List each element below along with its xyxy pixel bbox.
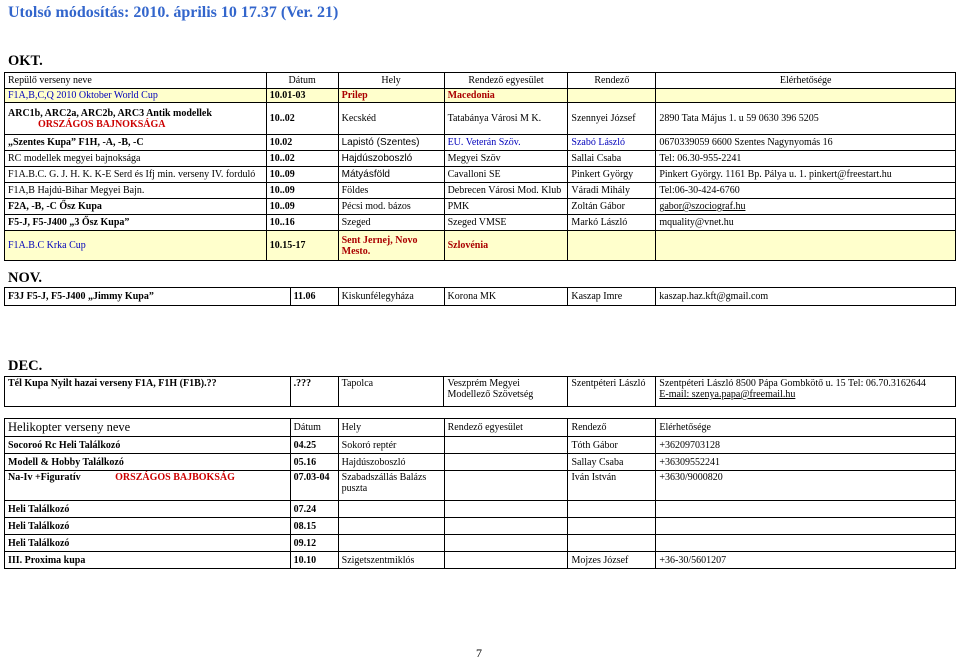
- page-title: Utolsó módosítás: 2010. április 10 17.37 (Ver. 21): [8, 4, 339, 21]
- event-organizer: Kaszap Imre: [568, 288, 656, 306]
- col-header-organizer: Rendező: [568, 73, 656, 89]
- event-place: Hajdúszoboszló: [338, 454, 444, 471]
- event-organizer: Váradi Mihály: [568, 183, 656, 199]
- event-club: Macedonia: [444, 89, 568, 103]
- event-organizer: Sallai Csaba: [568, 151, 656, 167]
- table-row: [5, 535, 956, 552]
- event-club: [444, 471, 568, 501]
- table-row: [5, 199, 956, 215]
- event-organizer: Markó László: [568, 215, 656, 231]
- event-name: Heli Találkozó: [5, 501, 291, 518]
- col-header-place: Hely: [338, 73, 444, 89]
- event-club: Veszprém Megyei Modellező Szövetség: [444, 377, 568, 407]
- event-contact: Pinkert György. 1161 Bp. Pálya u. 1. pinkert@freestart.hu: [656, 167, 956, 183]
- event-club: [444, 501, 568, 518]
- event-contact-email[interactable]: E-mail: szenya.papa@freemail.hu: [659, 389, 796, 400]
- col-header-name: Repülő verseny neve: [5, 73, 267, 89]
- event-date: 10.01-03: [266, 89, 338, 103]
- event-club: Szeged VMSE: [444, 215, 568, 231]
- event-organizer: [568, 231, 656, 261]
- event-place: Prilep: [338, 89, 444, 103]
- event-place: Mátyásföld: [338, 167, 444, 183]
- month-heading-nov: NOV.: [8, 270, 42, 286]
- event-place: Szabadszállás Balázs puszta: [338, 471, 444, 501]
- event-name: Heli Találkozó: [5, 535, 291, 552]
- event-date: .???: [290, 377, 338, 407]
- event-club: Tatabánya Városi M K.: [444, 103, 568, 135]
- event-name: ARC1b, ARC2a, ARC2b, ARC3 Antik modellek: [8, 107, 212, 119]
- event-club: Cavalloni SE: [444, 167, 568, 183]
- table-row: [5, 454, 956, 471]
- event-contact: 2890 Tata Május 1. u 59 0630 396 5205: [656, 103, 956, 135]
- table-row: [5, 231, 956, 261]
- event-contact: [656, 501, 956, 518]
- table-row: [5, 89, 956, 103]
- dec-table: [4, 376, 956, 407]
- event-place: Sokoró reptér: [338, 437, 444, 454]
- month-heading-okt: OKT.: [8, 53, 43, 69]
- event-date: 10.15-17: [266, 231, 338, 261]
- event-organizer: Szentpéteri László: [568, 377, 656, 407]
- col-header-contact: Elérhetősége: [656, 73, 956, 89]
- event-date: 10..09: [266, 183, 338, 199]
- table-header-row: [5, 73, 956, 89]
- event-date: 10..16: [266, 215, 338, 231]
- event-place: [338, 535, 444, 552]
- event-organizer: Zoltán Gábor: [568, 199, 656, 215]
- event-place: Kecskéd: [338, 103, 444, 135]
- event-contact: +3630/9000820: [656, 471, 956, 501]
- event-organizer: Mojzes József: [568, 552, 656, 569]
- nov-table: [4, 287, 956, 306]
- col-header-club: Rendező egyesület: [444, 419, 568, 437]
- table-row: [5, 103, 956, 135]
- event-place: Hajdúszoboszló: [338, 151, 444, 167]
- event-name: III. Proxima kupa: [5, 552, 291, 569]
- table-header-row: [5, 419, 956, 437]
- event-date: 10.02: [266, 135, 338, 151]
- event-place: Sent Jernej, Novo Mesto.: [338, 231, 444, 261]
- event-organizer: [568, 501, 656, 518]
- col-header-name: Helikopter verseny neve: [5, 419, 291, 437]
- event-date: 07.24: [290, 501, 338, 518]
- event-club: [444, 535, 568, 552]
- event-date: 09.12: [290, 535, 338, 552]
- event-contact-email[interactable]: gabor@szociograf.hu: [656, 199, 956, 215]
- event-name: F3J F5-J, F5-J400 „Jimmy Kupa”: [5, 288, 291, 306]
- event-date: 05.16: [290, 454, 338, 471]
- event-club: Megyei Szöv: [444, 151, 568, 167]
- event-name: Na-Iv +Figuratív: [8, 472, 81, 483]
- event-contact-cell: [656, 377, 956, 407]
- table-row: [5, 437, 956, 454]
- event-name: F1A,B Hajdú-Bihar Megyei Bajn.: [5, 183, 267, 199]
- table-row: [5, 151, 956, 167]
- event-name: „Szentes Kupa” F1H, -A, -B, -C: [5, 135, 267, 151]
- event-contact: [656, 518, 956, 535]
- event-club: PMK: [444, 199, 568, 215]
- event-place: Kiskunfélegyháza: [338, 288, 444, 306]
- event-organizer: [568, 518, 656, 535]
- event-club: Szlovénia: [444, 231, 568, 261]
- event-club: EU. Veterán Szöv.: [444, 135, 568, 151]
- col-header-contact: Elérhetősége: [656, 419, 956, 437]
- table-row: [5, 501, 956, 518]
- table-row: [5, 471, 956, 501]
- event-place: [338, 518, 444, 535]
- championship-label: ORSZÁGOS BAJNOKSÁGA: [38, 118, 166, 130]
- event-club: Debrecen Városi Mod. Klub: [444, 183, 568, 199]
- event-place: Lapistó (Szentes): [338, 135, 444, 151]
- table-row: [5, 288, 956, 306]
- month-heading-dec: DEC.: [8, 358, 43, 374]
- event-organizer: Szennyei József: [568, 103, 656, 135]
- col-header-date: Dátum: [266, 73, 338, 89]
- event-organizer: Tóth Gábor: [568, 437, 656, 454]
- event-date: 07.03-04: [290, 471, 338, 501]
- event-name: Socoroó Rc Heli Találkozó: [5, 437, 291, 454]
- table-row: [5, 518, 956, 535]
- event-date: 10..09: [266, 167, 338, 183]
- championship-label: ORSZÁGOS BAJBOKSÁG: [115, 472, 235, 483]
- event-place: Földes: [338, 183, 444, 199]
- heli-table: [4, 418, 956, 569]
- event-organizer: [568, 535, 656, 552]
- event-name: Heli Találkozó: [5, 518, 291, 535]
- page-number: 7: [476, 646, 482, 660]
- event-name: F1A.B.C Krka Cup: [5, 231, 267, 261]
- event-date: 10..09: [266, 199, 338, 215]
- event-name: F1A,B,C,Q 2010 Oktober World Cup: [5, 89, 267, 103]
- col-header-date: Dátum: [290, 419, 338, 437]
- table-row: [5, 377, 956, 407]
- event-club: [444, 518, 568, 535]
- event-date: 10..02: [266, 151, 338, 167]
- event-contact: +36-30/5601207: [656, 552, 956, 569]
- event-club: [444, 552, 568, 569]
- table-row: [5, 552, 956, 569]
- event-name: RC modellek megyei bajnoksága: [5, 151, 267, 167]
- event-organizer: Pinkert György: [568, 167, 656, 183]
- event-contact: Tel:06-30-424-6760: [656, 183, 956, 199]
- event-name-cell: [5, 471, 291, 501]
- event-organizer: Iván István: [568, 471, 656, 501]
- event-contact-email[interactable]: mquality@vnet.hu: [656, 215, 956, 231]
- event-date: 08.15: [290, 518, 338, 535]
- event-place: Szigetszentmiklós: [338, 552, 444, 569]
- event-name: Modell & Hobby Találkozó: [5, 454, 291, 471]
- event-date: 04.25: [290, 437, 338, 454]
- event-place: Szeged: [338, 215, 444, 231]
- event-date: 10.10: [290, 552, 338, 569]
- event-contact: 0670339059 6600 Szentes Nagynyomás 16: [656, 135, 956, 151]
- event-date: 11.06: [290, 288, 338, 306]
- event-club: [444, 454, 568, 471]
- event-place: Tapolca: [338, 377, 444, 407]
- event-contact: Szentpéteri László 8500 Pápa Gombkötő u. 15 Tel: 06.70.3162644: [659, 378, 926, 389]
- event-name: F1A.B.C. G. J. H. K. K-E Serd és Ifj min. verseny IV. forduló: [5, 167, 267, 183]
- table-row: [5, 167, 956, 183]
- event-contact: [656, 89, 956, 103]
- event-organizer: [568, 89, 656, 103]
- event-name-cell: [5, 103, 267, 135]
- table-row: [5, 135, 956, 151]
- event-place: [338, 501, 444, 518]
- event-contact: [656, 231, 956, 261]
- okt-table: [4, 72, 956, 261]
- event-contact: Tel: 06.30-955-2241: [656, 151, 956, 167]
- event-organizer: Szabó László: [568, 135, 656, 151]
- event-name: F2A, -B, -C Ősz Kupa: [5, 199, 267, 215]
- col-header-organizer: Rendező: [568, 419, 656, 437]
- event-place: Pécsi mod. bázos: [338, 199, 444, 215]
- event-organizer: Sallay Csaba: [568, 454, 656, 471]
- event-contact: [656, 535, 956, 552]
- event-club: Korona MK: [444, 288, 568, 306]
- col-header-club: Rendező egyesület: [444, 73, 568, 89]
- event-club: [444, 437, 568, 454]
- col-header-place: Hely: [338, 419, 444, 437]
- event-contact: +36309552241: [656, 454, 956, 471]
- table-row: [5, 215, 956, 231]
- event-contact: +36209703128: [656, 437, 956, 454]
- event-contact-email[interactable]: kaszap.haz.kft@gmail.com: [656, 288, 956, 306]
- event-date: 10..02: [266, 103, 338, 135]
- event-name: Tél Kupa Nyilt hazai verseny F1A, F1H (F1B).??: [5, 377, 291, 407]
- event-name: F5-J, F5-J400 „3 Ősz Kupa”: [5, 215, 267, 231]
- table-row: [5, 183, 956, 199]
